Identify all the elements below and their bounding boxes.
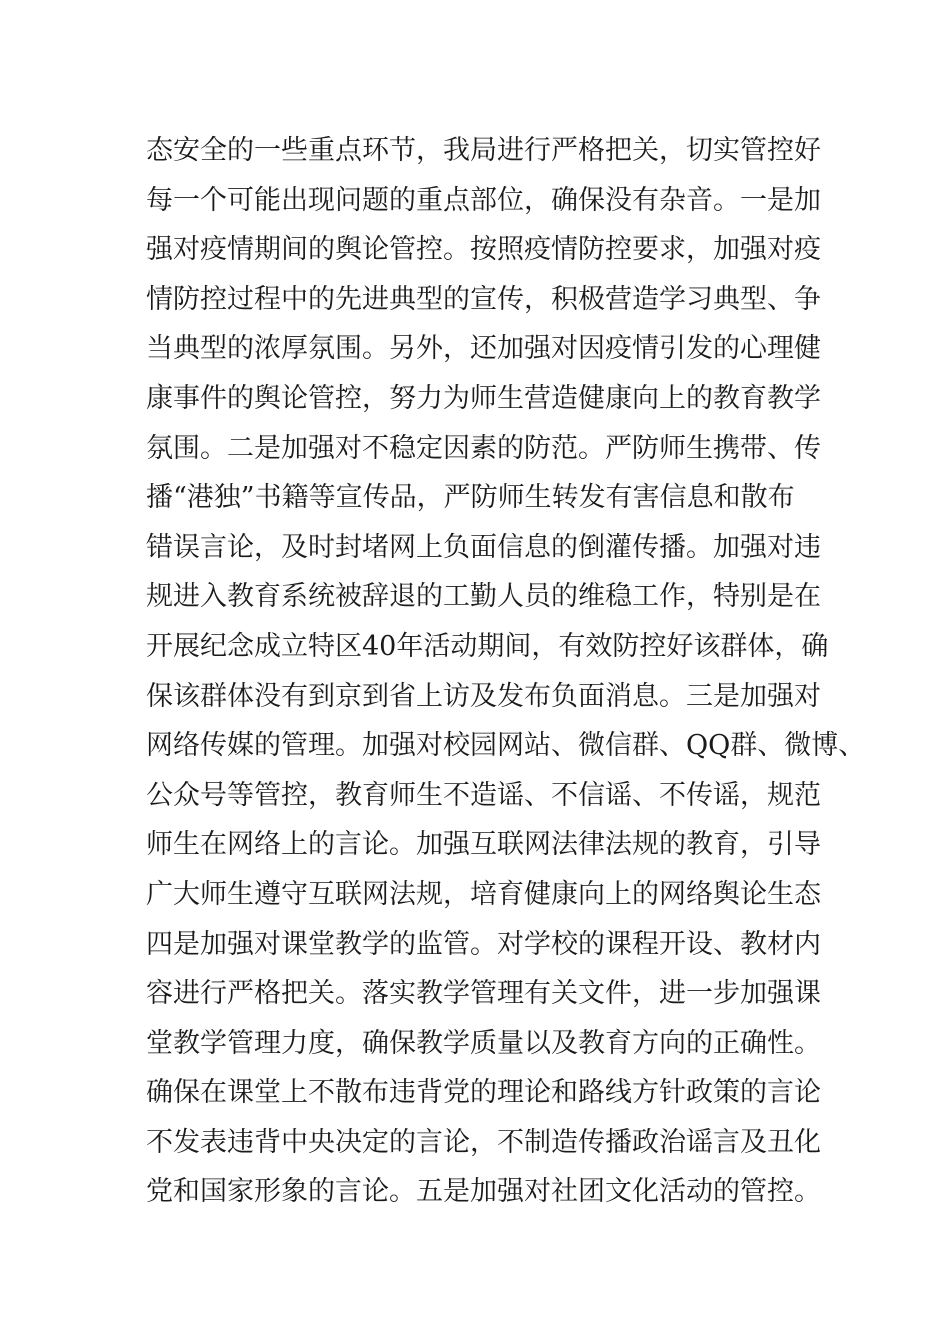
text-line: 错误言论，及时封堵网上负面信息的倒灌传播。加强对违 [146,531,821,563]
text-line: 不发表违背中央决定的言论，不制造传播政治谣言及丑化 [146,1126,821,1158]
text-line: 保该群体没有到京到省上访及发布负面消息。三是加强对 [146,680,821,712]
text-line: 康事件的舆论管控，努力为师生营造健康向上的教育教学 [146,382,821,414]
text-line: 当典型的浓厚氛围。另外，还加强对因疫情引发的心理健 [146,333,821,365]
text-line: 态安全的一些重点环节，我局进行严格把关，切实管控好 [146,135,821,166]
text-line: 公众号等管控，教育师生不造谣、不信谣、不传谣，规范 [146,779,821,811]
text-line: 广大师生遵守互联网法规，培育健康向上的网络舆论生态 [146,878,821,910]
text-line: 氛围。二是加强对不稳定因素的防范。严防师生携带、传 [146,432,821,464]
body-paragraph [146,126,866,1217]
text-line: 每一个可能出现问题的重点部位，确保没有杂音。一是加 [146,184,821,216]
text-line: 强对疫情期间的舆论管控。按照疫情防控要求，加强对疫 [146,234,821,266]
text-line: 播“港独”书籍等宣传品，严防师生转发有害信息和散布 [146,482,795,514]
text-line: 四是加强对课堂教学的监管。对学校的课程开设、教材内 [146,928,821,960]
text-line: 师生在网络上的言论。加强互联网法律法规的教育，引导 [146,829,821,861]
text-line: 网络传媒的管理。加强对校园网站、微信群、QQ群、微博、 [146,730,866,762]
text-line: 确保在课堂上不散布违背党的理论和路线方针政策的言论 [146,1077,821,1109]
text-line: 开展纪念成立特区40年活动期间，有效防控好该群体，确 [146,630,829,662]
text-line: 堂教学管理力度，确保教学质量以及教育方向的正确性。 [146,1027,821,1059]
text-line: 情防控过程中的先进典型的宣传，积极营造学习典型、争 [146,283,821,315]
text-line: 容进行严格把关。落实教学管理有关文件，进一步加强课 [146,978,821,1010]
text-line: 规进入教育系统被辞退的工勤人员的维稳工作，特别是在 [146,581,821,613]
text-line: 党和国家形象的言论。五是加强对社团文化活动的管控。 [146,1176,821,1208]
